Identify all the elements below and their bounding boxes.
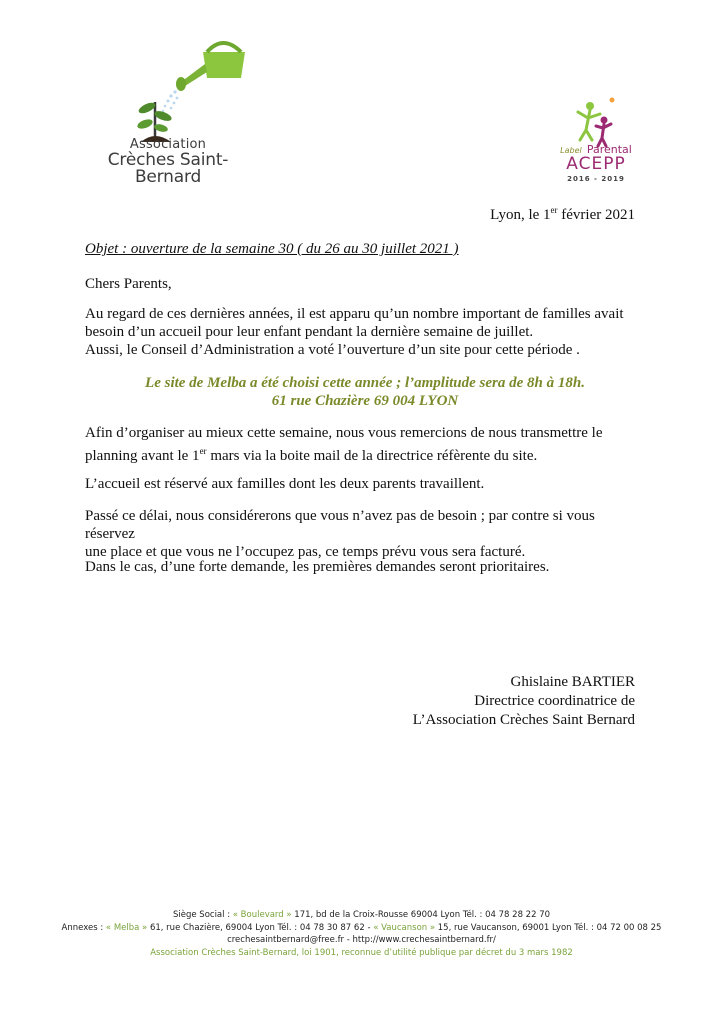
date-suffix: février 2021 (557, 207, 635, 223)
footer-l2-post: 15, rue Vaucanson, 69001 Lyon Tél. : 04 72 00 08 25 (435, 922, 662, 933)
association-name-line2: Crèches Saint-Bernard (107, 149, 229, 188)
footer-l2-mid: 61, rue Chazière, 69004 Lyon Tél. : 04 78 30 87 62 - (147, 922, 374, 933)
label-years: 2016 - 2019 (567, 175, 625, 183)
footer-legal: Association Crèches Saint-Bernard, loi 1901, reconnue d’utilité publique par décret du 3 mars 1982 (150, 947, 573, 958)
water-drops-icon (162, 90, 179, 112)
site-highlight-line2: 61 rue Chazière 69 004 LYON (271, 393, 459, 409)
site-highlight-line1: Le site de Melba a été choisi cette année ; l’amplitude sera de 8h à 18h. (145, 375, 585, 391)
footer-contact-links[interactable]: crechesaintbernard@free.fr - http://www.crechesaintbernard.fr/ (227, 935, 496, 945)
footer-line1 (40, 909, 683, 922)
signature-title: Directrice coordinatrice de (474, 693, 635, 709)
label-parental: Parental (586, 143, 632, 156)
paragraph-2-line2-post: mars via la boite mail de la directrice réfèrente du site. (206, 448, 538, 464)
acepp-label-text (556, 140, 636, 183)
footer-site-melba: « Melba » (105, 922, 148, 933)
plant-icon (136, 101, 173, 142)
paragraph-4 (85, 507, 645, 561)
site-highlight (85, 374, 645, 410)
footer-line2 (40, 922, 683, 935)
signature-org: L’Association Crèches Saint Bernard (412, 712, 635, 728)
label-acepp: ACEPP (566, 154, 626, 174)
footer-site-vaucanson: « Vaucanson » (373, 922, 436, 933)
paragraph-1 (85, 305, 645, 359)
paragraph-2-sup: er (199, 446, 207, 456)
footer (40, 909, 683, 959)
footer-l1-post: 171, bd de la Croix-Rousse 69004 Lyon Tél. : 04 78 28 22 70 (291, 910, 551, 920)
paragraph-2-line2 (85, 442, 645, 465)
paragraph-1-line1: Au regard de ces dernières années, il est apparu qu’un nombre important de familles avait (85, 306, 624, 322)
paragraph-3: L’accueil est réservé aux familles dont les deux parents travaillent. (85, 476, 485, 492)
footer-l1-pre: Siège Social : (172, 910, 233, 920)
date-prefix: Lyon, le 1 (490, 207, 551, 223)
paragraph-1-line3: Aussi, le Conseil d’Administration a voté l’ouverture d’un site pour cette période . (85, 342, 580, 358)
paragraph-4-line1: Passé ce délai, nous considérerons que vous n’avez pas de besoin ; par contre si vous réservez (85, 508, 595, 542)
paragraph-4-line2: une place et que vous ne l’occupez pas, ce temps prévu vous sera facturé. (85, 544, 526, 560)
label-word: Label (560, 146, 582, 155)
association-name (88, 138, 248, 187)
paragraph-2-line2-pre: planning avant le 1 (85, 448, 200, 464)
footer-site-boulevard: « Boulevard » (232, 910, 292, 920)
paragraph-5: Dans le cas, d’une forte demande, les premières demandes seront prioritaires. (85, 559, 550, 575)
date-sup: er (550, 205, 558, 215)
signature-name: Ghislaine BARTIER (510, 674, 635, 690)
watering-can-icon (176, 43, 245, 91)
association-name-line1: Association (129, 137, 207, 152)
letter-greeting: Chers Parents, (85, 276, 172, 292)
paragraph-2 (85, 424, 645, 465)
letter-subject: Objet : ouverture de la semaine 30 ( du 26 au 30 juillet 2021 ) (85, 241, 459, 257)
paragraph-2-line1: Afin d’organiser au mieux cette semaine, nous vous remercions de nous transmettre le (85, 425, 603, 441)
footer-l2-pre: Annexes : (61, 922, 106, 933)
paragraph-1-line2: besoin d’un accueil pour leur enfant pendant la dernière semaine de juillet. (85, 324, 534, 340)
signature-block (380, 673, 635, 730)
letter-date (380, 205, 635, 224)
